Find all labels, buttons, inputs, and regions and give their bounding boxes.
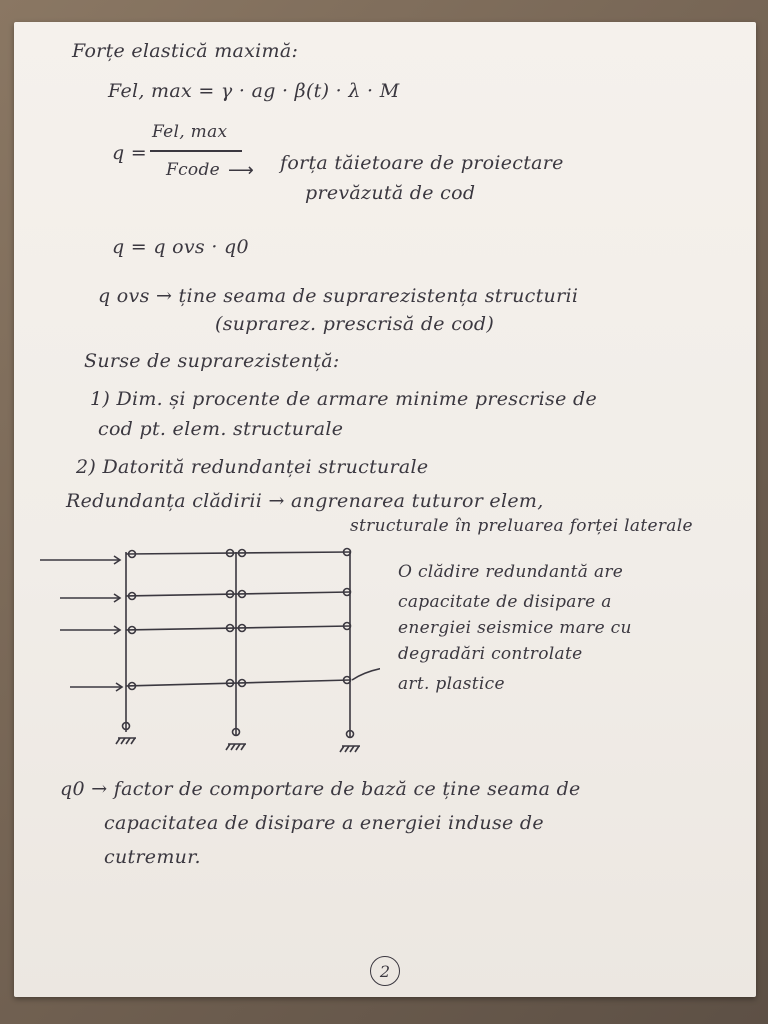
plastic-hinge-label: art. plastice <box>398 674 505 694</box>
q-label: q = <box>112 142 148 164</box>
title-line: Forțe elastică maximă: <box>72 40 299 62</box>
page-number: 2 <box>370 956 400 986</box>
q0-line-3: cutremur. <box>104 846 201 868</box>
redundancy-line: Redundanța clădirii → angrenarea tuturor elem, <box>66 490 544 512</box>
source-1: 1) Dim. și procente de armare minime prescrise de <box>90 388 597 410</box>
q0-line-1: q0 → factor de comportare de bază ce ține seama de <box>60 778 581 800</box>
q-denominator: Fcode <box>166 160 220 180</box>
support-icon <box>226 744 246 750</box>
arrow-icon: ⟶ <box>228 160 254 181</box>
q-numerator: Fel, max <box>152 122 228 142</box>
q0-line-2: capacitatea de disipare a energiei induse de <box>104 812 544 834</box>
q-arrow-note-2: prevăzută de cod <box>305 182 476 204</box>
diagram-note-4: degradări controlate <box>398 644 583 664</box>
frame-diagram <box>40 540 380 760</box>
source-2: 2) Datorită redundanței structurale <box>76 456 429 478</box>
leader-line <box>352 666 380 680</box>
plastic-hinges <box>123 549 354 738</box>
fraction-bar <box>150 150 242 152</box>
equation-fel: Fel, max = γ · ag · β(t) · λ · M <box>108 80 400 102</box>
redundancy-cont: structurale în preluarea forței laterale <box>350 516 693 536</box>
diagram-note-3: energiei seismice mare cu <box>398 618 632 638</box>
equation-q: q = q ovs · q0 <box>112 236 249 258</box>
qovs-note: q ovs → ține seama de suprarezistența structurii <box>98 285 579 307</box>
source-1-cont: cod pt. elem. structurale <box>98 418 344 440</box>
diagram-note-1: O clădire redundantă are <box>398 562 624 582</box>
diagram-note-2: capacitate de disipare a <box>398 592 612 612</box>
qovs-note-2: (suprarez. prescrisă de cod) <box>215 313 495 335</box>
sources-title: Surse de suprarezistență: <box>84 350 340 372</box>
support-icon <box>340 746 360 752</box>
q-arrow-note: forța tăietoare de proiectare <box>280 152 564 174</box>
support-icon <box>116 738 136 744</box>
